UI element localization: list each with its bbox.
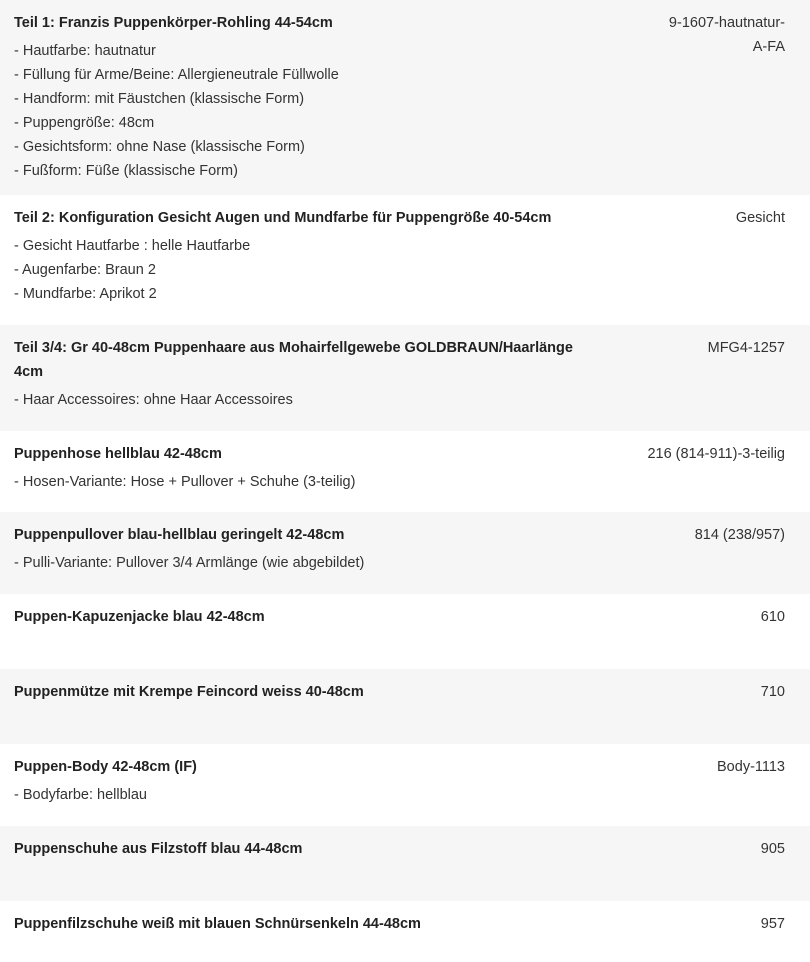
item-title: Puppen-Kapuzenjacke blau 42-48cm xyxy=(14,609,265,625)
sku-line: A-FA xyxy=(752,39,785,55)
table-row xyxy=(0,512,810,594)
item-details xyxy=(14,912,589,936)
table-row xyxy=(0,826,810,901)
item-details xyxy=(14,605,589,629)
item-title: Teil 2: Konfiguration Gesicht Augen und Mundfarbe für Puppengröße 40-54cm xyxy=(14,210,552,226)
table-row xyxy=(0,325,810,431)
table-row xyxy=(0,901,810,962)
item-details xyxy=(14,336,589,412)
sku-line: 957 xyxy=(760,916,785,932)
item-details xyxy=(14,523,589,575)
item-details xyxy=(14,837,589,861)
item-title: Teil 1: Franzis Puppenkörper-Rohling 44-54cm xyxy=(14,15,333,31)
item-attribute: - Hautfarbe: hautnatur xyxy=(14,43,156,59)
item-attribute: - Handform: mit Fäustchen (klassische Form) xyxy=(14,91,305,107)
item-attribute: - Pulli-Variante: Pullover 3/4 Armlänge (wie abgebildet) xyxy=(14,555,365,571)
table-row xyxy=(0,669,810,744)
item-attribute: - Fußform: Füße (klassische Form) xyxy=(14,163,238,179)
item-attribute: - Hosen-Variante: Hose + Pullover + Schuhe (3-teilig) xyxy=(14,474,356,490)
item-attribute: - Mundfarbe: Aprikot 2 xyxy=(14,286,157,302)
item-sku xyxy=(761,912,785,936)
sku-line: 814 (238/957) xyxy=(694,527,785,543)
item-details xyxy=(14,442,589,494)
sku-line: 216 (814-911)-3-teilig xyxy=(647,446,785,462)
table-row xyxy=(0,0,810,195)
item-details xyxy=(14,11,589,183)
sku-line: Gesicht xyxy=(735,210,785,226)
item-title: Puppenhose hellblau 42-48cm xyxy=(14,446,222,462)
item-sku xyxy=(761,680,785,704)
item-title: Puppenfilzschuhe weiß mit blauen Schnürsenkeln 44-48cm xyxy=(14,916,421,932)
sku-line: 610 xyxy=(760,609,785,625)
item-sku xyxy=(761,837,785,861)
item-title: Puppenmütze mit Krempe Feincord weiss 40-48cm xyxy=(14,684,364,700)
item-details xyxy=(14,206,589,306)
sku-line: 9-1607-hautnatur- xyxy=(668,15,785,31)
item-attribute: - Puppengröße: 48cm xyxy=(14,115,155,131)
item-details xyxy=(14,755,589,807)
table-row xyxy=(0,195,810,325)
item-sku xyxy=(669,11,785,59)
item-attribute: - Gesicht Hautfarbe : helle Hautfarbe xyxy=(14,238,251,254)
item-attribute: - Bodyfarbe: hellblau xyxy=(14,787,147,803)
item-sku xyxy=(761,605,785,629)
item-sku xyxy=(708,336,785,360)
table-row xyxy=(0,744,810,826)
item-sku xyxy=(736,206,785,230)
item-attribute: - Füllung für Arme/Beine: Allergieneutrale Füllwolle xyxy=(14,67,339,83)
item-sku xyxy=(695,523,785,547)
sku-line: 905 xyxy=(760,841,785,857)
item-title: Puppenschuhe aus Filzstoff blau 44-48cm xyxy=(14,841,303,857)
item-sku xyxy=(647,442,785,466)
item-title: Puppenpullover blau-hellblau geringelt 42-48cm xyxy=(14,527,345,543)
item-attribute: - Haar Accessoires: ohne Haar Accessoires xyxy=(14,392,293,408)
item-details xyxy=(14,680,589,704)
table-row xyxy=(0,431,810,512)
item-attribute: - Augenfarbe: Braun 2 xyxy=(14,262,156,278)
item-title: Puppen-Body 42-48cm (IF) xyxy=(14,759,197,775)
sku-line: 710 xyxy=(760,684,785,700)
item-sku xyxy=(717,755,785,779)
item-attribute: - Gesichtsform: ohne Nase (klassische Form) xyxy=(14,139,305,155)
sku-line: MFG4-1257 xyxy=(707,340,785,356)
item-title: Teil 3/4: Gr 40-48cm Puppenhaare aus Mohairfellgewebe GOLDBRAUN/Haarlänge 4cm xyxy=(14,340,573,380)
sku-line: Body-1113 xyxy=(717,759,785,775)
table-row xyxy=(0,594,810,669)
